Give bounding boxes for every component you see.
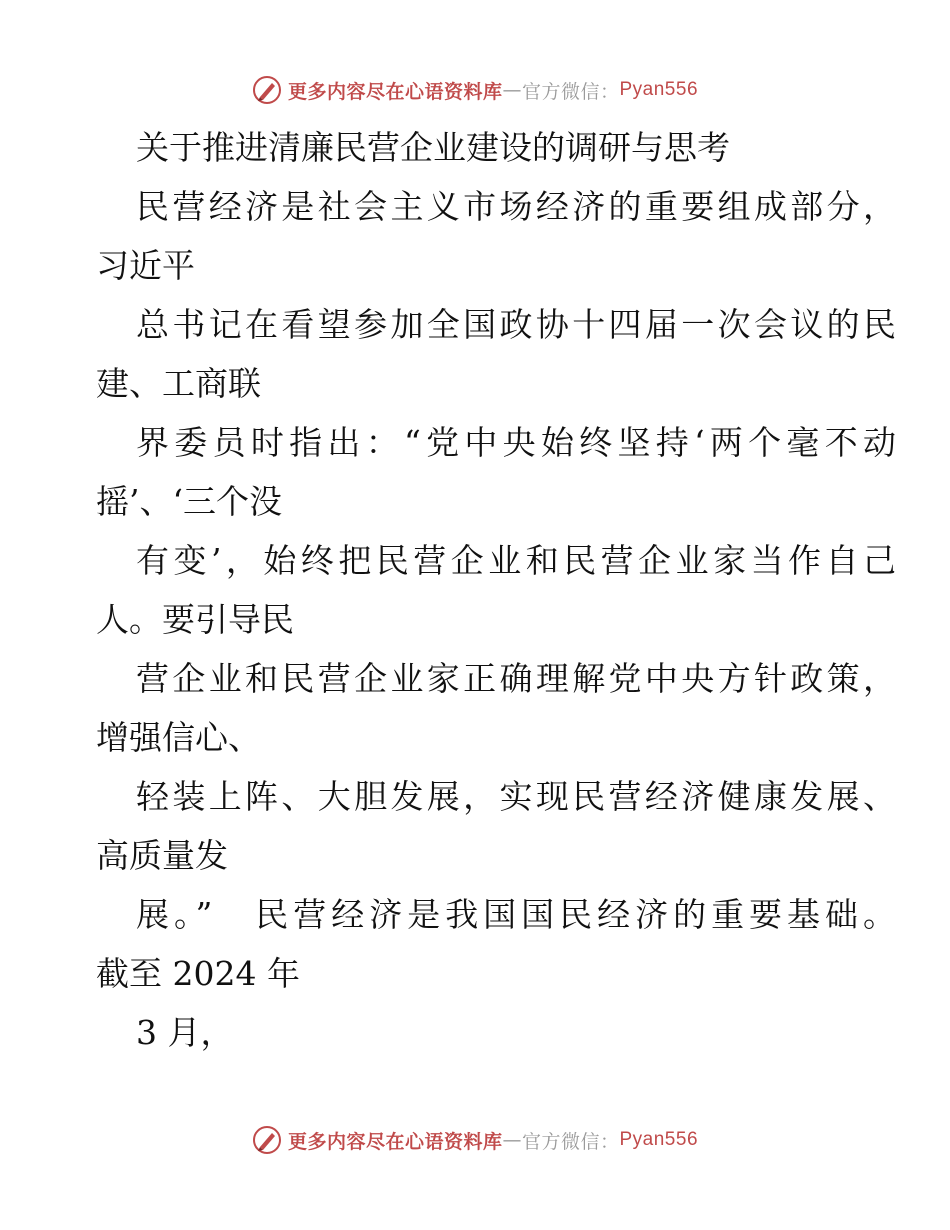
footer-watermark (0, 1122, 950, 1158)
text-line: 人。要引导民 (96, 600, 294, 639)
watermark-label: 官方微信： (521, 80, 620, 103)
text-line: 展。” 民营经济是我国国民经济的重要基础。 (136, 895, 896, 934)
text-line: 截至 2024 年 (96, 954, 300, 993)
text-line: 摇’、‘三个没 (96, 482, 282, 521)
watermark-site: 更多内容尽在心语资料库 (287, 80, 503, 103)
text-line: 3 月， (136, 1013, 234, 1052)
watermark-dash: — (502, 79, 522, 101)
text-line: 界委员时指出：“党中央始终坚持‘两个毫不动 (136, 423, 896, 462)
text-line: 习近平 (96, 246, 195, 285)
document-body (96, 118, 896, 1062)
text-line: 轻装上阵、大胆发展，实现民营经济健康发展、 (136, 777, 896, 816)
text-line: 有变’，始终把民营企业和民营企业家当作自己 (136, 541, 896, 580)
watermark-dash: — (502, 1129, 522, 1151)
text-line: 高质量发 (96, 836, 228, 875)
watermark-id: Pyan556 (619, 79, 699, 100)
pen-logo-icon (252, 75, 282, 105)
header-watermark (0, 72, 950, 108)
watermark-site: 更多内容尽在心语资料库 (287, 1130, 503, 1153)
text-line: 总书记在看望参加全国政协十四届一次会议的民 (136, 305, 896, 344)
pen-logo-icon (252, 1125, 282, 1155)
text-line: 民营经济是社会主义市场经济的重要组成部分， (136, 187, 896, 226)
text-line: 增强信心、 (96, 718, 261, 757)
watermark-id: Pyan556 (619, 1129, 699, 1150)
watermark-label: 官方微信： (521, 1130, 620, 1153)
text-line: 建、工商联 (96, 364, 261, 403)
text-line: 营企业和民营企业家正确理解党中央方针政策， (136, 659, 896, 698)
document-title: 关于推进清廉民营企业建设的调研与思考 (136, 128, 730, 167)
